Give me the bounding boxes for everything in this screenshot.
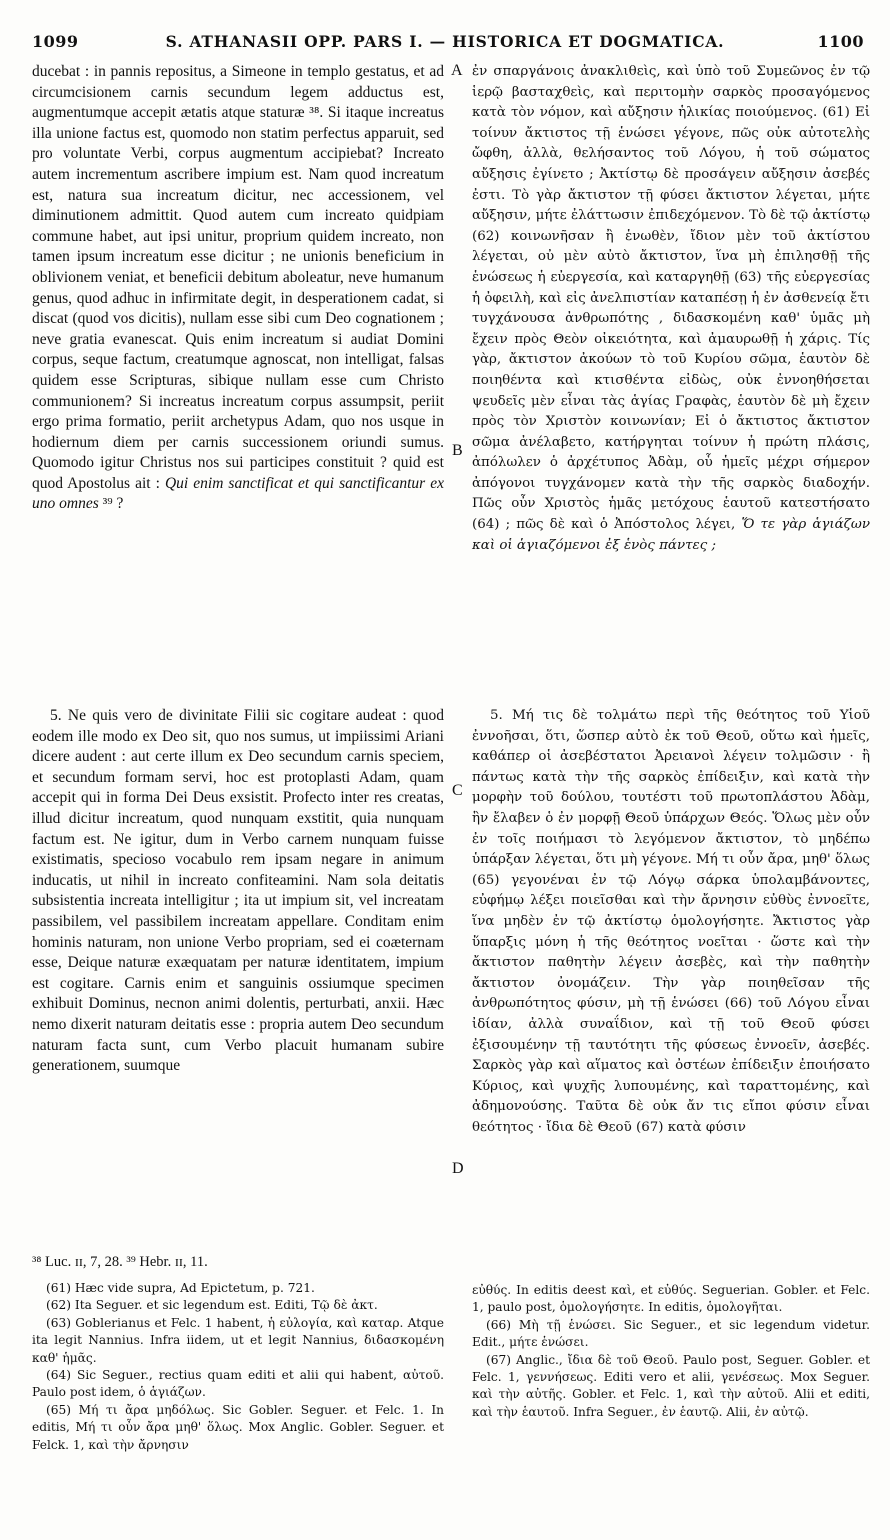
greek-text-1: ἐν σπαργάνοις ἀνακλιθεὶς, καὶ ὑπὸ τοῦ Συμεῶνος ἐν τῷ ἱερῷ βασταχθεὶς, καὶ περιτομὴν σαρκὸς προσαγόμενος κατὰ τὸν νόμον, καὶ αὔξησιν ἡλικίας ποιούμενος. (61) Εἰ τοίνυν ἄκτιστος τῇ ἑνώσει γέγονε, πῶς οὐκ αὐτοτελὴς ὤφθη, ἀλλὰ, θελήσαντος τοῦ Λόγου, ἡ τοῦ σώματος αὔξησις ἐγίνετο ; Ἀκτίστῳ δὲ προσάγειν αὔξησιν ἀσεβές ἐστι. Τὸ γὰρ ἄκτιστον τῇ φύσει ἄκτιστον λέγεται, μήτε αὔξησιν, μήτε ἐλάττωσιν ἐπιδεχόμενον. Τὸ δὲ τῷ ἀκτίστῳ (62) κοινωνῆσαν ἢ ἑνωθὲν, ἴδιον μὲν τοῦ ἀκτίστου λέγεται, οὐ μὲν αὐτὸ ἄκτιστον, ἵνα μὴ ἐπιλησθῇ τῆς ἑνώσεως ἡ εὐεργεσία, καὶ καταργηθῇ (63) τῆς εὐεργεσίας ἡ ὀφειλὴ, καὶ εἰς ἀνελπιστίαν καταπέσῃ ἡ ἐν ἀσθενείᾳ ἔτι τυγχάνουσα ἀνθρωπότης , διδασκομένη καθ' ὑμᾶς μὴ ἔχειν πρὸς Θεὸν οἰκειότητα, καὶ ἀμαυρωθῇ ἡ χάρις. Τίς γὰρ, ἄκτιστον ἀκούων τὸ τοῦ Κυρίου σῶμα, ἑαυτὸν δὲ ποιηθέντα καὶ κτισθέντα εἰδὼς, οὐκ ἐννοηθήσεται ψευδεῖς μὲν εἶναι τὰς ἁγίας Γραφὰς, ἑαυτὸν δὲ μὴ ἔχειν πρὸς τὸν Χριστὸν κοινωνίαν; Εἰ ὁ ἄκτιστος ἄκτιστον σῶμα ἀνέλαβετο, κατήργηται τοίνυν ἡ πρώτη πλάσις, ἀπόλωλεν ὁ ἀρχέτυπος Ἀδὰμ, οὗ ἡμεῖς μέχρι σήμερον ἀπόγονοι τυγχάνομεν κατὰ τὴν τῆς σαρκὸς διαδοχήν. Πῶς οὖν Χριστὸς ἡμᾶς μετόχους ἑαυτοῦ κατεστήσατο (64) ; πῶς δὲ καὶ ὁ Ἀπόστολος λέγει, [472,64,870,533]
margin-marker-b: B [452,442,463,459]
latin-section-5: 5. Ne quis vero de divinitate Filii sic cogitare audeat : quod eodem ille modo ex Deo sit, quo nos sumus, ut impiissimi Ariani dicere audent : aut certe illum ex Deo secundum carnis speciem, et secundum formam servi, hoc est protoplasti Adam, quam accepit qui in forma Dei Deus exsistit. Profecto inter res creatas, illud dicitur increatum, quod nunquam exstitit, quia nunquam factum est. Ne igitur, dum in Verbo carnem nunquam fuisse existimatis, specioso vocabulo rem ipsam negare in animum inducatis, ut nihil in increato confiteamini. Nam sola deitatis subsistentia increata intelligitur ; ita ut impium sit, vel increatam passibilem, vel passibilem increatam appellare. Conditam enim hominis naturam, non unione Verbo propriam, sed ei coæternam esse, Deique naturæ exæquatam per naturæ identitatem, impium est cogitare. Carnis enim et sanguinis ossiumque specimen exhibuit Dominus, necnon animi dolentis, perturbati, anxii. Hæc nemo dixerit naturam deitatis esse : propria autem Deo secundum naturam facta sunt, cum Verbo placuit humanam subire generationem, suumque [32,707,444,1075]
footnote-65: (65) Μή τι ἄρα μηδόλως. Sic Gobler. Seguer. et Felc. 1. In editis, Μή τι οὖν ἄρα μηθ' ὅλως. Mox Anglic. Gobler. Seguer. et Felck. 1, καὶ τὴν ἄρνησιν [32,1402,444,1452]
page-number-left: 1099 [32,32,79,51]
greek-section-5: 5. Μή τις δὲ τολμάτω περὶ τῆς θεότητος τοῦ Υἱοῦ ἐννοῆσαι, ὅτι, ὥσπερ αὐτὸ ἐκ τοῦ Θεοῦ, οὕτω καὶ ἡμεῖς, καθάπερ οἱ ἀσεβέστατοι Ἀρειανοὶ λέγειν τολμῶσιν · ἢ πάντως κατὰ τὴν τῆς σαρκὸς ἐπίδειξιν, καὶ κατὰ τὴν μορφὴν τοῦ δούλου, τουτέστι τοῦ πρωτοπλάστου Ἀδὰμ, ἣν ἔλαβεν ὁ ἐν μορφῇ Θεοῦ ὑπάρχων Θεός. Ὅλως μὲν οὖν ἐν τοῖς ποιήμασι τὸ λεγόμενον ἄκτιστον, τὸ μηδέπω ὑπάρξαν λέγεται, ὅτι μὴ γέγονε. Μή τι οὖν ἄρα, μηθ' ὅλως (65) γεγονέναι ἐν τῷ Λόγῳ σάρκα ὑπολαμβάνοντες, εὐφήμῳ λέξει ποιεῖσθαι καὶ τὴν ἄρνησιν εὐθὺς ἐννοεῖτε, ἵνα μηδὲν ἐν τῷ ἀκτίστῳ ὁμολογήσητε. Ἄκτιστος γὰρ ὕπαρξις μόνη ἡ τῆς θεότητος νοεῖται · ὥστε καὶ τὴν ἄκτιστον παθητὴν λέγειν ἀσεβὲς, καὶ τὴν παθητὴν ἄκτιστον ὀνομάζειν. Τὴν γὰρ ποιηθεῖσαν τῆς ἀνθρωπότητος φύσιν, μὴ τῇ ἑνώσει (66) τοῦ Λόγου εἶναι ἰδίαν, ἀλλὰ συναΐδιον, καὶ τῇ τοῦ Θεοῦ φύσει ἐξισουμένην τῇ ταυτότητι τῆς φύσεως ἐννοεῖν, ἀσεβές. Σαρκὸς γὰρ καὶ αἵματος καὶ ὀστέων ἐπίδειξιν ἐποιήσατο Κύριος, καὶ ψυχῆς λυπουμένης, καὶ ταραττομένης, καὶ ἀδημονούσης. Ταῦτα δὲ οὐκ ἄν τις εἴποι φύσιν εἶναι θεότητος · ἴδια δὲ Θεοῦ (67) κατὰ φύσιν [472,708,870,1135]
footnote-67: (67) Anglic., ἴδια δὲ τοῦ Θεοῦ. Paulo post, Seguer. Gobler. et Felc. 1, γεννήσεως. Editi vero et alii, γενέσεως. Mox Seguer. καὶ τὴν αὐτῆς. Gobler. et Felc. 1, καὶ τὴν αὐτοῦ. Alii et editi, καὶ τὴν ἑαυτοῦ. Infra Seguer., ἐν ἑαυτῷ. Alii, ἐν αὐτῷ. [472,1352,870,1419]
latin-text-1: ducebat : in pannis repositus, a Simeone in templo gestatus, et ad circumcisionem carnis secundum legem adductus est, augmentumque accepit ætatis atque staturæ ³⁸. Si itaque increatus illa unione factus est, quomodo non statim perfectus apparuit, sed pro voluntate Verbi, corpus augmentum accipiebat? Increato autem incrementum ascribere impium est. Nam quod increatum est, natura sua increatum dicitur, nec accessionem, vel diminutionem admittit. Quod autem cum increato quidpiam commune habet, aut ipsi unitur, proprium quidem increato, non tamen ipsum increatum esse dicitur ; ne unionis beneficium in oblivionem veniat, et beneficii debitum aboleatur, neve humanum genus, quod adhuc in infirmitate degit, in desperationem cadat, si discat (quod vos dicitis), nullam esse sibi cum Deo cognationem ; neve gratia evanescat. Quis enim increatum si audiat Domini corpus, seque factum, creatumque agnoscat, non intelligat, falsas quidem esse Scripturas, sibique nullam esse cum Christo communionem? Si increatus increatum corpus assumpsit, periit ergo prima formatio, periit archetypus Adam, quo nos usque in hodiernum diem per carnis successionem oriundi sumus. Quomodo igitur Christus nos sui participes constituit ? quid est quod Apostolus ait : [32,63,444,492]
footnotes-left [32,1280,444,1454]
margin-marker-c: C [452,782,463,799]
footnote-64: (64) Sic Seguer., rectius quam editi et alii qui habent, αὐτοῦ. Paulo post idem, ὁ ἁγιάζων. [32,1368,444,1400]
footnote-63: (63) Goblerianus et Felc. 1 habent, ἡ εὐλογία, καὶ καταρ. Atque ita legit Nannius. Infra iidem, ut et legit Nannius, διδασκομένη καθ' ἡμᾶς. [32,1315,444,1365]
latin-column-part2 [32,706,444,1077]
greek-column-part2 [472,706,870,1138]
scripture-references: ³⁸ Luc. ɪɪ, 7, 28. ³⁹ Hebr. ɪɪ, 11. [32,1254,208,1270]
footnote-66: (66) Μὴ τῇ ἑνώσει. Sic Seguer., et sic legendum videtur. Edit., μήτε ἑνώσει. [472,1317,870,1350]
footnotes-right [472,1282,870,1421]
latin-quote: Qui enim sanctificat et qui sanctificantur ex uno omnes [32,474,444,513]
footnote-65-continued: εὐθύς. In editis deest καὶ, et εὐθύς. Seguerian. Gobler. et Felc. 1, paulo post, ὁμολογήσητε. In editis, ὁμολογῆται. [472,1283,870,1315]
latin-column-part1 [32,62,444,515]
margin-marker-a: A [451,62,463,79]
page-number-right: 1100 [817,32,864,51]
running-title: S. ATHANASII OPP. PARS I. — HISTORICA ET DOGMATICA. [165,32,725,51]
margin-marker-d: D [452,1160,464,1177]
greek-column-part1 [472,62,870,556]
footnote-62: (62) Ita Seguer. et sic legendum est. Editi, Τῷ δὲ ἀκτ. [46,1298,378,1313]
greek-quote: Ὅ τε γὰρ ἁγιάζων καὶ οἱ ἁγιαζόμενοι ἐξ ἑνὸς πάντες ; [472,517,870,553]
latin-quote-ref: ³⁹ ? [98,495,124,513]
footnote-61: (61) Hæc vide supra, Ad Epictetum, p. 721. [46,1281,315,1295]
